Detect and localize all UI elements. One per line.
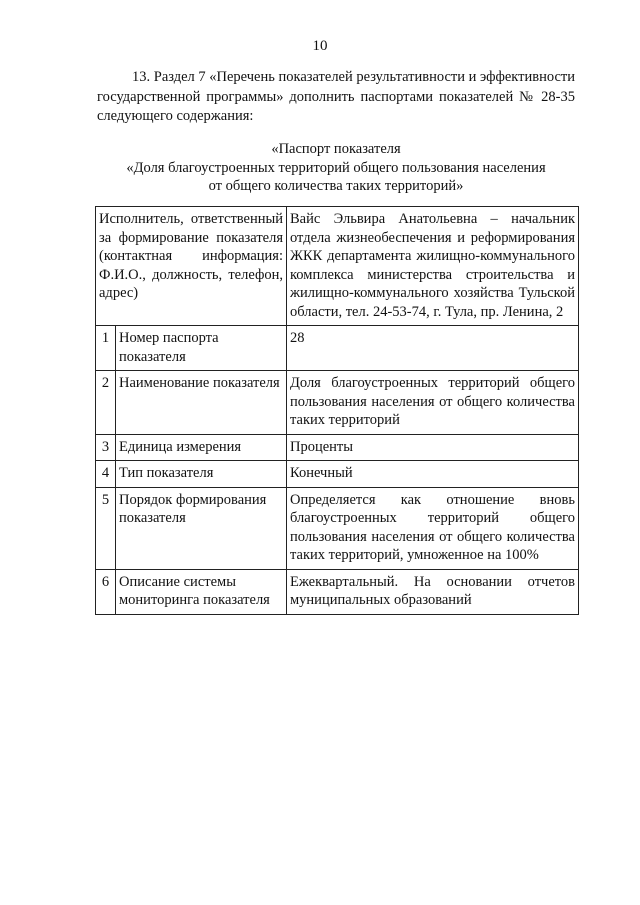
table-row-executor xyxy=(96,207,579,326)
table-row xyxy=(96,461,579,488)
row-number: 3 xyxy=(96,434,116,461)
table-row xyxy=(96,326,579,371)
row-label: Номер паспорта показателя xyxy=(116,326,287,371)
row-number: 5 xyxy=(96,487,116,569)
table-row xyxy=(96,434,579,461)
row-label: Тип показателя xyxy=(116,461,287,488)
passport-heading-line-2: «Доля благоустроенных территорий общего пользования населения xyxy=(126,159,546,176)
row-number: 2 xyxy=(96,371,116,435)
row-value: Проценты xyxy=(287,434,579,461)
row-label: Единица измерения xyxy=(116,434,287,461)
row-value: Определяется как отношение вновь благоустроенных территорий общего пользования населения от общего количества таких территорий, умноженное на 100% xyxy=(287,487,579,569)
row-value: Конечный xyxy=(287,461,579,488)
passport-heading xyxy=(97,140,575,196)
table-row xyxy=(96,371,579,435)
row-label: Наименование показателя xyxy=(116,371,287,435)
executor-value: Вайс Эльвира Анатольевна – начальник отдела жизнеобеспечения и реформирования ЖКК департамента жилищно-коммунального комплекса министерства строительства и жилищно-коммунального хозяйства Тульской области, тел. 24-53-74, г. Тула, пр. Ленина, 2 xyxy=(287,207,579,326)
row-value: Доля благоустроенных территорий общего пользования населения от общего количества таких территорий xyxy=(287,371,579,435)
row-number: 6 xyxy=(96,569,116,614)
row-value: Ежеквартальный. На основании отчетов муниципальных образований xyxy=(287,569,579,614)
page-number: 10 xyxy=(312,38,328,54)
table-row xyxy=(96,487,579,569)
row-label: Порядок формирования показателя xyxy=(116,487,287,569)
amendment-paragraph: 13. Раздел 7 «Перечень показателей результативности и эффективности государственной программы» дополнить паспортами показателей № 28-35 следующего содержания: xyxy=(97,69,575,124)
indicator-passport-table xyxy=(95,206,579,615)
row-number: 1 xyxy=(96,326,116,371)
row-value: 28 xyxy=(287,326,579,371)
passport-heading-line-1: «Паспорт показателя xyxy=(271,141,401,157)
executor-label: Исполнитель, ответственный за формирование показателя (контактная информация: Ф.И.О., должность, телефон, адрес) xyxy=(96,207,287,326)
row-label: Описание системы мониторинга показателя xyxy=(116,569,287,614)
passport-heading-line-3: от общего количества таких территорий» xyxy=(208,178,464,194)
table-row xyxy=(96,569,579,614)
row-number: 4 xyxy=(96,461,116,488)
